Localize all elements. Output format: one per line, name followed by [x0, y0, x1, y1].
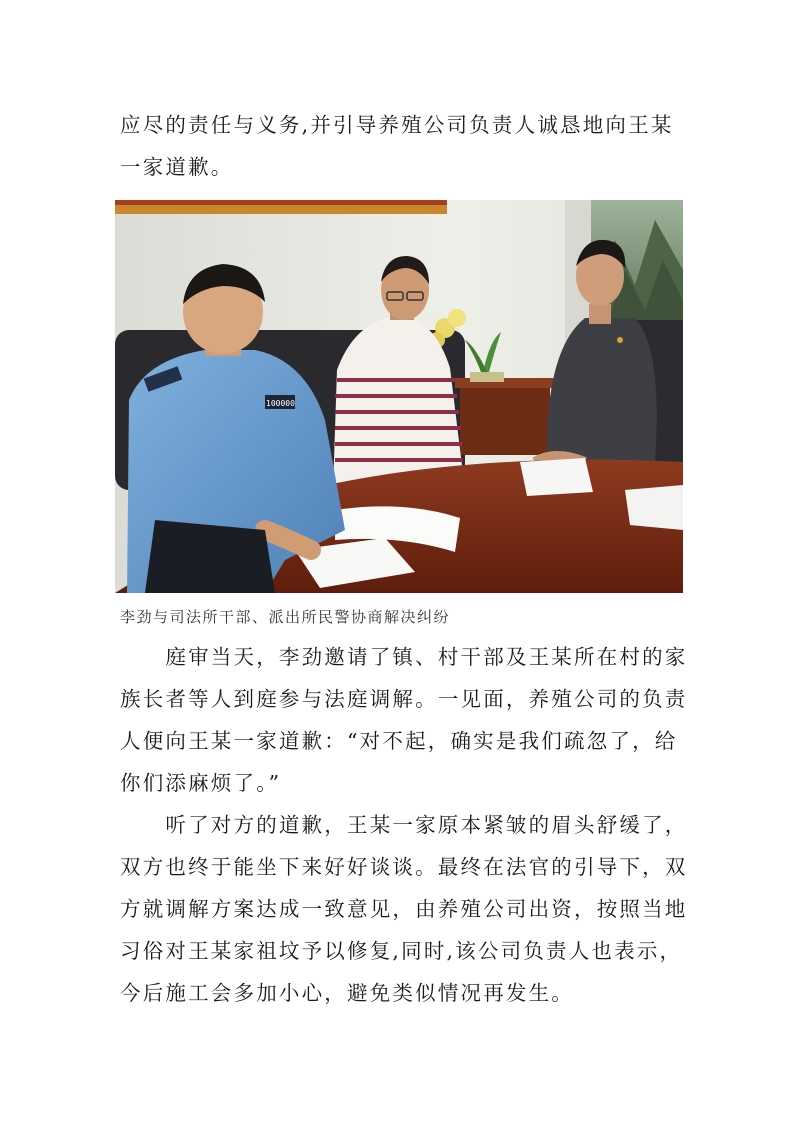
text-line: 庭审当天，李劲邀请了镇、村干部及王某所在村的家 — [120, 645, 688, 669]
text-line: 应尽的责任与义务,并引导养殖公司负责人诚恳地向王某 — [120, 113, 674, 137]
meeting-photo — [115, 200, 683, 593]
text-line: 方就调解方案达成一致意见，由养殖公司出资，按照当地 — [120, 897, 688, 921]
text-line: 双方也终于能坐下来好好谈谈。最终在法官的引导下，双 — [120, 855, 688, 879]
paragraph-1 — [120, 636, 688, 804]
police-badge-number: 100000 — [266, 399, 295, 408]
text-line: 今后施工会多加小心，避免类似情况再发生。 — [120, 981, 574, 1005]
paragraph-top — [120, 104, 680, 188]
paragraph-2 — [120, 804, 688, 1014]
text-line: 人便向王某一家道歉：“对不起，确实是我们疏忽了，给 — [120, 729, 678, 753]
text-line: 听了对方的道歉，王某一家原本紧皱的眉头舒缓了， — [120, 813, 688, 837]
text-line: 一家道歉。 — [120, 155, 234, 179]
side-cabinet — [460, 385, 550, 455]
text-line: 族长者等人到庭参与法庭调解。一见面，养殖公司的负责 — [120, 687, 688, 711]
photo-caption: 李劲与司法所干部、派出所民警协商解决纠纷 — [120, 608, 451, 626]
text-line: 你们添麻烦了。” — [120, 771, 282, 795]
text-line: 习俗对王某家祖坟予以修复,同时,该公司负责人也表示， — [120, 939, 683, 963]
